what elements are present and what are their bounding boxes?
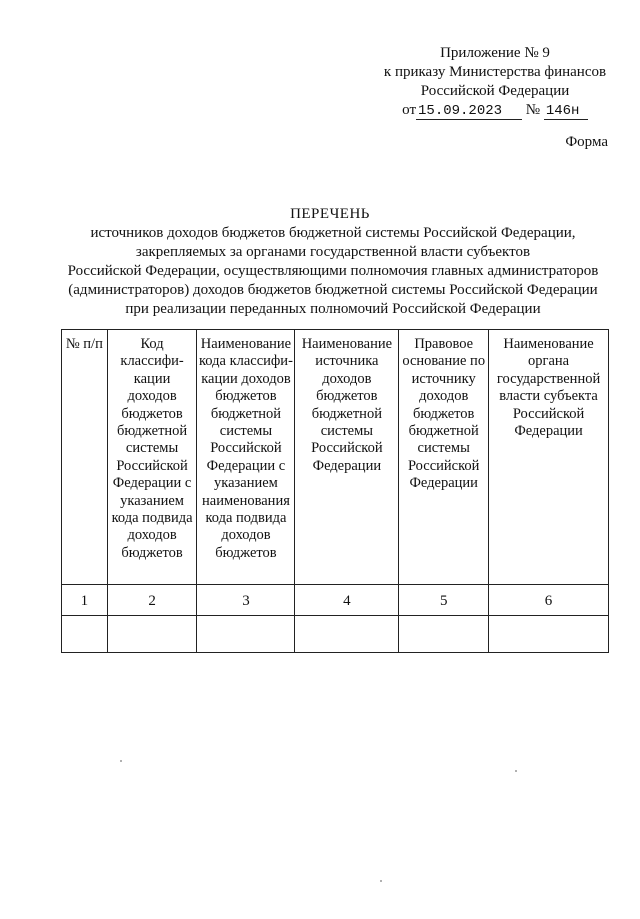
document-subtitle: [48, 224, 618, 319]
table-cell: [62, 616, 108, 653]
header-legal-basis: Правовое основание по источнику доходов бюджетов бюджетной системы Российской Федерации: [399, 330, 489, 585]
header-row-number: № п/п: [62, 330, 108, 585]
subtitle-line-1: источников доходов бюджетов бюджетной системы Российской Федерации,: [90, 225, 576, 241]
column-number: 5: [399, 585, 489, 616]
column-number: 3: [197, 585, 295, 616]
title-heading: ПЕРЕЧЕНЬ: [290, 206, 370, 222]
sources-table: [61, 329, 609, 653]
number-prefix: №: [525, 102, 541, 118]
table-cell: [197, 616, 295, 653]
table-header-row: [62, 330, 609, 585]
form-label: Форма: [565, 134, 608, 150]
order-number: 146н: [544, 103, 588, 120]
table-row: [62, 616, 609, 653]
document-title: [60, 204, 600, 224]
column-number: 6: [489, 585, 609, 616]
column-number: 1: [62, 585, 108, 616]
appendix-block: [370, 44, 620, 120]
table-cell: [295, 616, 399, 653]
scan-artifact: [515, 770, 517, 772]
header-classification-code: Код классифи-кации доходов бюджетов бюджетной системы Российской Федерации с указанием кода подвида доходов бюджетов: [107, 330, 197, 585]
column-number-row: [62, 585, 609, 616]
column-number: 4: [295, 585, 399, 616]
appendix-title: Приложение № 9: [440, 45, 550, 61]
appendix-date-line: [370, 101, 620, 120]
scan-artifact: [120, 760, 122, 762]
subtitle-line-2: закрепляемых за органами государственной власти субъектов: [135, 244, 531, 260]
subtitle-line-3: Российской Федерации, осуществляющими полномочия главных администраторов: [67, 263, 599, 279]
appendix-ministry-line: Российской Федерации: [420, 83, 570, 99]
subtitle-line-5: при реализации переданных полномочий Российской Федерации: [125, 301, 541, 317]
table-cell: [107, 616, 197, 653]
order-date: 15.09.2023: [416, 103, 522, 120]
table-cell: [399, 616, 489, 653]
table-cell: [489, 616, 609, 653]
subtitle-line-4: (администраторов) доходов бюджетов бюджетной системы Российской Федерации: [68, 282, 598, 298]
appendix-order-line: к приказу Министерства финансов: [383, 64, 607, 80]
header-authority-name: Наименование органа государственной власти субъекта Российской Федерации: [489, 330, 609, 585]
header-classification-name: Наименование кода классифи-кации доходов бюджетов бюджетной системы Российской Федерации с указанием наименования кода подвида доходов бюджетов: [197, 330, 295, 585]
header-source-name: Наименование источника доходов бюджетов бюджетной системы Российской Федерации: [295, 330, 399, 585]
scan-artifact: [380, 880, 382, 882]
column-number: 2: [107, 585, 197, 616]
date-prefix: от: [402, 102, 417, 118]
